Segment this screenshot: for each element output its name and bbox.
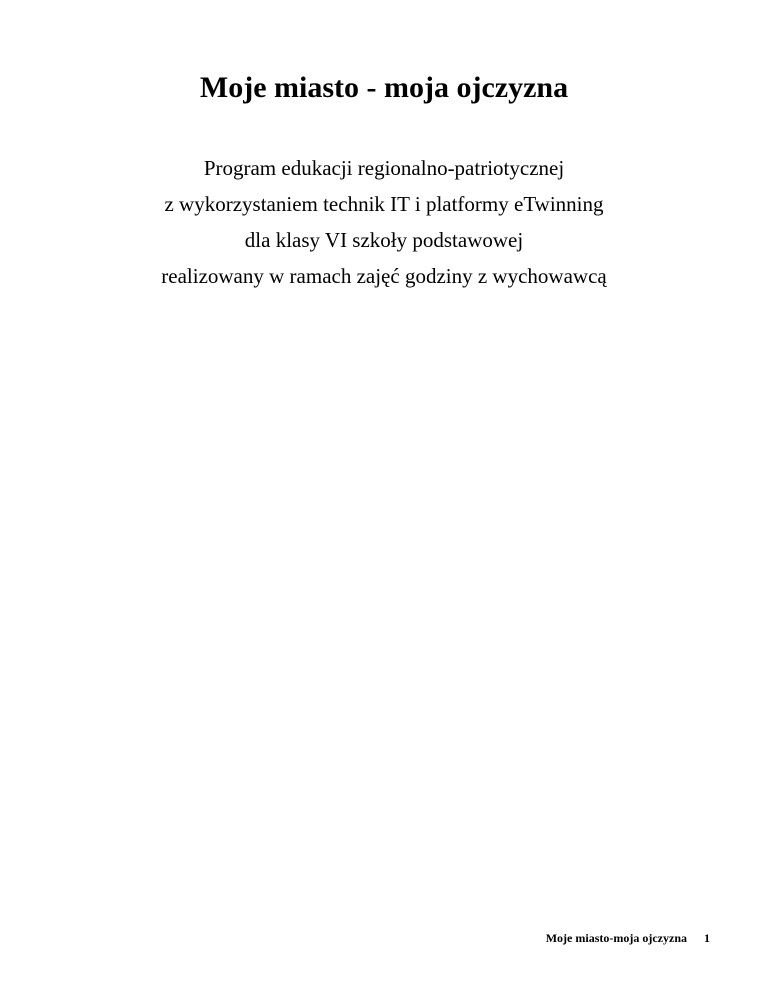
document-title: Moje miasto - moja ojczyzna [199, 71, 569, 104]
subtitle-line: Program edukacji regionalno-patriotycznej [203, 156, 565, 180]
subtitle-line: dla klasy VI szkoły podstawowej [244, 228, 524, 252]
page-footer [546, 931, 710, 946]
footer-running-title: Moje miasto-moja ojczyzna [545, 931, 687, 945]
document-subtitle [0, 150, 768, 294]
subtitle-line: z wykorzystaniem technik IT i platformy eTwinning [164, 192, 604, 216]
subtitle-line: realizowany w ramach zajęć godziny z wychowawcą [161, 264, 607, 288]
page-number: 1 [704, 931, 710, 945]
